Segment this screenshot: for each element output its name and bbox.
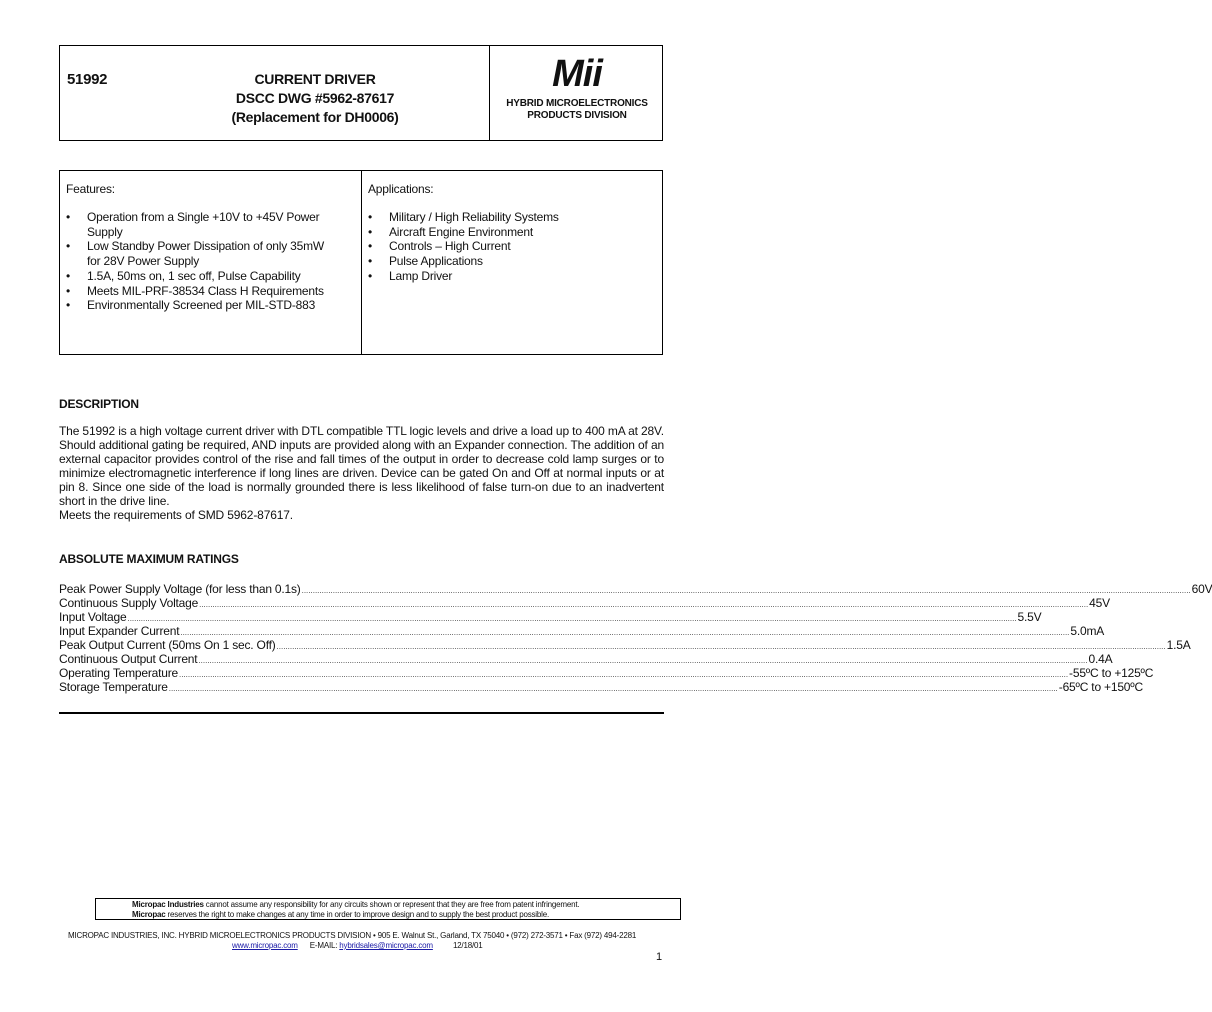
- bullet: •: [368, 224, 373, 239]
- features-heading: Features:: [66, 182, 115, 196]
- table-row: Input Expander Current ................................................................................................................................................................................................................................................................................................................................................................................................................ 5.0mA: [59, 624, 1105, 638]
- section-rule: [59, 712, 664, 714]
- bullet: •: [368, 239, 373, 254]
- ratings-heading: ABSOLUTE MAXIMUM RATINGS: [59, 552, 239, 566]
- applications-heading: Applications:: [368, 182, 434, 196]
- table-row: Peak Output Current (50ms On 1 sec. Off) ................................................................................................................................................................................................................................................................................................................................................................................................................ 1.5A: [59, 638, 1191, 652]
- bullet: •: [368, 268, 373, 283]
- list-item: • Operation from a Single +10V to +45V Power Supply: [66, 210, 320, 239]
- bullet: •: [66, 210, 71, 224]
- description-body: [59, 424, 664, 522]
- dot-leader: ................................................................................................................................................................................................................................................................................................................................................................................................................: [301, 586, 1191, 595]
- features-divider: [361, 171, 362, 354]
- title-line-1: CURRENT DRIVER: [254, 71, 376, 87]
- disclaimer-line-1: Micropac Industries cannot assume any responsibility for any circuits shown or represent that they are free from patent infringement.: [132, 900, 580, 909]
- table-row: Operating Temperature ................................................................................................................................................................................................................................................................................................................................................................................................................ -55ºC to +125ºC: [59, 666, 1154, 680]
- dot-leader: ................................................................................................................................................................................................................................................................................................................................................................................................................: [276, 642, 1166, 651]
- table-row: Peak Power Supply Voltage (for less than 0.1s) ................................................................................................................................................................................................................................................................................................................................................................................................................ 60V: [59, 582, 1212, 596]
- bullet: •: [66, 298, 71, 313]
- title-line-2: DSCC DWG #5962-87617: [235, 90, 395, 106]
- company-logo: Mii: [552, 53, 602, 95]
- list-item: • Pulse Applications: [368, 254, 483, 269]
- list-item: • Controls – High Current: [368, 239, 511, 254]
- applications-list: [368, 210, 648, 284]
- ratings-list: [59, 582, 1212, 694]
- contact-line: [232, 941, 482, 950]
- dot-leader: ................................................................................................................................................................................................................................................................................................................................................................................................................: [168, 684, 1058, 693]
- title-line-3: (Replacement for DH0006): [231, 109, 399, 125]
- dot-leader: ................................................................................................................................................................................................................................................................................................................................................................................................................: [180, 628, 1070, 637]
- dot-leader: ................................................................................................................................................................................................................................................................................................................................................................................................................: [198, 656, 1088, 665]
- bullet: •: [66, 283, 71, 298]
- smd-note: Meets the requirements of SMD 5962-87617.: [59, 508, 293, 522]
- bullet: •: [368, 210, 373, 224]
- header-box: [59, 45, 663, 141]
- company-address-line: MICROPAC INDUSTRIES, INC. HYBRID MICROELECTRONICS PRODUCTS DIVISION • 905 E. Walnut St., Garland, TX 75040 • (972) 272-3571 • Fax (972) 494-2281: [68, 931, 637, 940]
- dot-leader: ................................................................................................................................................................................................................................................................................................................................................................................................................: [127, 614, 1017, 623]
- company-logo-block: [490, 46, 664, 140]
- list-item: • Low Standby Power Dissipation of only 35mW for 28V Power Supply: [66, 239, 325, 269]
- disclaimer-line-2: Micropac reserves the right to make changes at any time in order to improve design and to supply the best product possible.: [132, 909, 549, 919]
- email-link[interactable]: hybridsales@micropac.com: [339, 941, 433, 950]
- table-row: Input Voltage ................................................................................................................................................................................................................................................................................................................................................................................................................ 5.5V: [59, 610, 1042, 624]
- division-line-1: HYBRID MICROELECTRONICS: [506, 98, 648, 109]
- part-number: 51992: [67, 71, 108, 88]
- table-row: Storage Temperature ................................................................................................................................................................................................................................................................................................................................................................................................................ -65ºC to +150ºC: [59, 680, 1143, 694]
- bullet: •: [66, 239, 71, 254]
- list-item: • Aircraft Engine Environment: [368, 224, 534, 239]
- table-row: Continuous Supply Voltage ................................................................................................................................................................................................................................................................................................................................................................................................................ 45V: [59, 596, 1110, 610]
- features-column: [66, 182, 336, 313]
- page-number: 1: [656, 951, 663, 963]
- list-item: • 1.5A, 50ms on, 1 sec off, Pulse Capability: [66, 268, 301, 283]
- list-item: • Meets MIL-PRF-38534 Class H Requirements: [66, 283, 324, 298]
- list-item: • Military / High Reliability Systems: [368, 210, 559, 224]
- features-list: [66, 210, 336, 313]
- email-label: E-MAIL:: [309, 941, 338, 950]
- bullet: •: [66, 268, 71, 283]
- applications-column: [368, 182, 648, 284]
- disclaimer-box: [95, 898, 681, 920]
- dot-leader: ................................................................................................................................................................................................................................................................................................................................................................................................................: [178, 670, 1069, 679]
- website-link[interactable]: www.micropac.com: [232, 941, 298, 950]
- list-item: • Lamp Driver: [368, 268, 453, 283]
- description-heading: DESCRIPTION: [59, 397, 139, 411]
- table-row: Continuous Output Current ................................................................................................................................................................................................................................................................................................................................................................................................................ 0.4A: [59, 652, 1113, 666]
- description-text: The 51992 is a high voltage current driver with DTL compatible TTL logic levels and drive a load up to 400 mA at 28V. Should additional gating be required, AND inputs are provided along with an Expander connection. The addition of an external capacitor provides control of the rise and fall times of the output in order to decrease cold lamp surges or to minimize electromagnetic interference if long lines are driven. Device can be gated On and Off at normal inputs or at pin 8. Since one side of the load is normally grounded there is less likelihood of false turn-on due to an inadvertent short in the drive line.: [59, 424, 664, 508]
- list-item: • Environmentally Screened per MIL-STD-883: [66, 298, 316, 313]
- dot-leader: ................................................................................................................................................................................................................................................................................................................................................................................................................: [199, 600, 1089, 609]
- bullet: •: [368, 254, 373, 269]
- features-applications-box: [59, 170, 663, 355]
- division-line-2: PRODUCTS DIVISION: [527, 110, 627, 121]
- document-title: [180, 70, 450, 127]
- revision-date: 12/18/01: [452, 941, 483, 950]
